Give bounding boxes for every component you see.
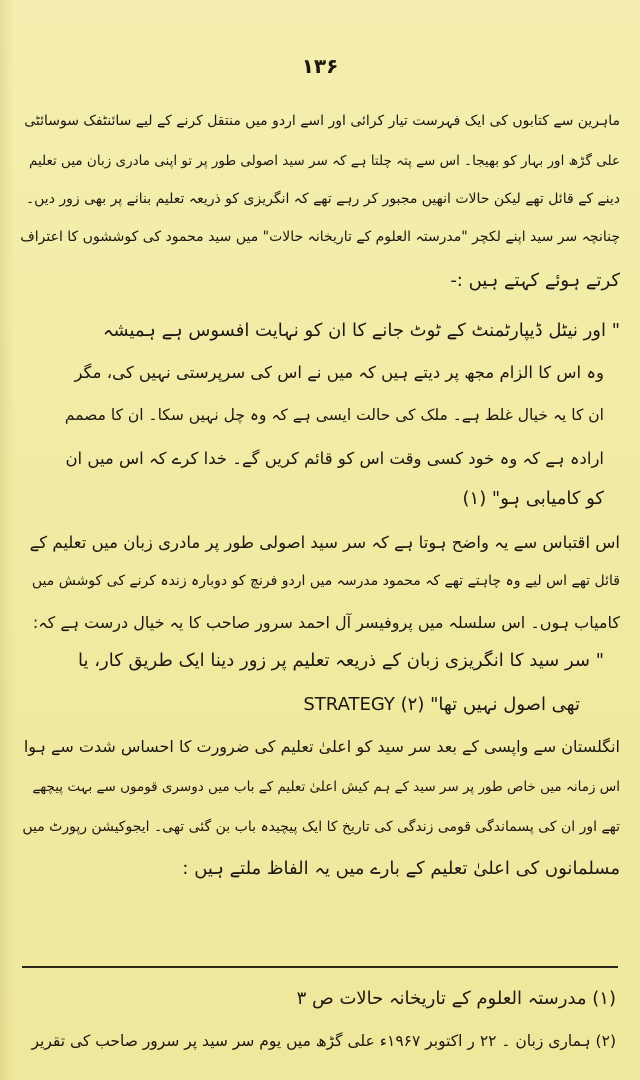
body-line: کرتے ہوئے کہتے ہیں :- — [450, 270, 620, 291]
quote-line: وہ اس کا الزام مجھ پر دیتے ہیں کہ میں نے اس کی سرپرستی نہیں کی، مگر — [74, 363, 604, 382]
body-line: علی گڑھ اور بہار کو بھیجا۔ اس سے پتہ چلتا ہے کہ سر سید اصولی طور پر تو اپنی مادری زبان میں تعلیم — [28, 153, 620, 169]
body-line: دینے کے قائل تھے لیکن حالات انھیں مجبور کر رہے تھے کہ انگریزی کو ذریعہ تعلیم بنانے پر بھی زور دیں۔ — [25, 191, 620, 207]
body-line: ماہرین سے کتابوں کی ایک فہرست تیار کرائی اور اسے اردو میں منتقل کرنے کے لیے سائنٹفک سوسائٹی — [24, 113, 620, 129]
body-line: تھے اور ان کی پسماندگی قومی زندگی کی تاریخ کا ایک پیچیدہ باب بن گئی تھی۔ ایجوکیشن رپورٹ میں — [22, 819, 620, 835]
quote-line: " اور نیٹل ڈیپارٹمنٹ کے ٹوٹ جانے کا ان کو نہایت افسوس ہے ہمیشہ — [102, 320, 620, 341]
body-line: اس زمانہ میں خاص طور پر سر سید کے ہم کیش اعلیٰ تعلیم کے باب میں دوسری قوموں سے بہت پیچھے — [32, 779, 620, 795]
body-line: قائل تھے اس لیے وہ چاہتے تھے کہ محمود مدرسہ میں اردو فرنچ کو دوبارہ زندہ کرنے کی کوشش میں — [31, 573, 620, 589]
body-line: مسلمانوں کی اعلیٰ تعلیم کے بارے میں یہ الفاظ ملتے ہیں : — [182, 858, 620, 879]
page-number: ۱۳۶ — [301, 54, 339, 78]
footnote-1: (۱) مدرستہ العلوم کے تاریخانہ حالات ص ۳ — [296, 988, 616, 1009]
body-line: چنانچہ سر سید اپنے لکچر "مدرستہ العلوم کے تاریخانہ حالات" میں سید محمود کی کوششوں کا اعتراف — [20, 229, 620, 245]
body-line: انگلستان سے واپسی کے بعد سر سید کو اعلیٰ تعلیم کی ضرورت کا احساس شدت سے ہوا — [23, 737, 620, 756]
quote-line: ارادہ ہے کہ وہ خود کسی وقت اس کو قائم کریں گے۔ خدا کرے کہ اس میں ان — [65, 449, 604, 468]
quote-line: STRATEGY تھی اصول نہیں تھا" (۲) — [303, 694, 580, 715]
quote-line: کو کامیابی ہو" (۱) — [462, 488, 604, 509]
footnote-divider — [22, 966, 618, 968]
body-line: کامیاب ہوں۔ اس سلسلہ میں پروفیسر آل احمد سرور صاحب کا یہ خیال درست ہے کہ: — [32, 613, 620, 632]
footnote-2: (۲) ہماری زبان ۔ ۲۲ ر اکتوبر ۱۹۶۷ء علی گڑھ میں یوم سر سید پر سرور صاحب کی تقریر — [31, 1032, 616, 1050]
body-line: اس اقتباس سے یہ واضح ہوتا ہے کہ سر سید اصولی طور پر مادری زبان میں تعلیم کے — [29, 533, 620, 552]
quote-line: ان کا یہ خیال غلط ہے۔ ملک کی حالت ایسی ہے کہ وہ چل نہیں سکا۔ ان کا مصمم — [64, 406, 604, 424]
quote-line: " سر سید کا انگریزی زبان کے ذریعہ تعلیم پر زور دینا ایک طریق کار، یا — [78, 650, 604, 671]
